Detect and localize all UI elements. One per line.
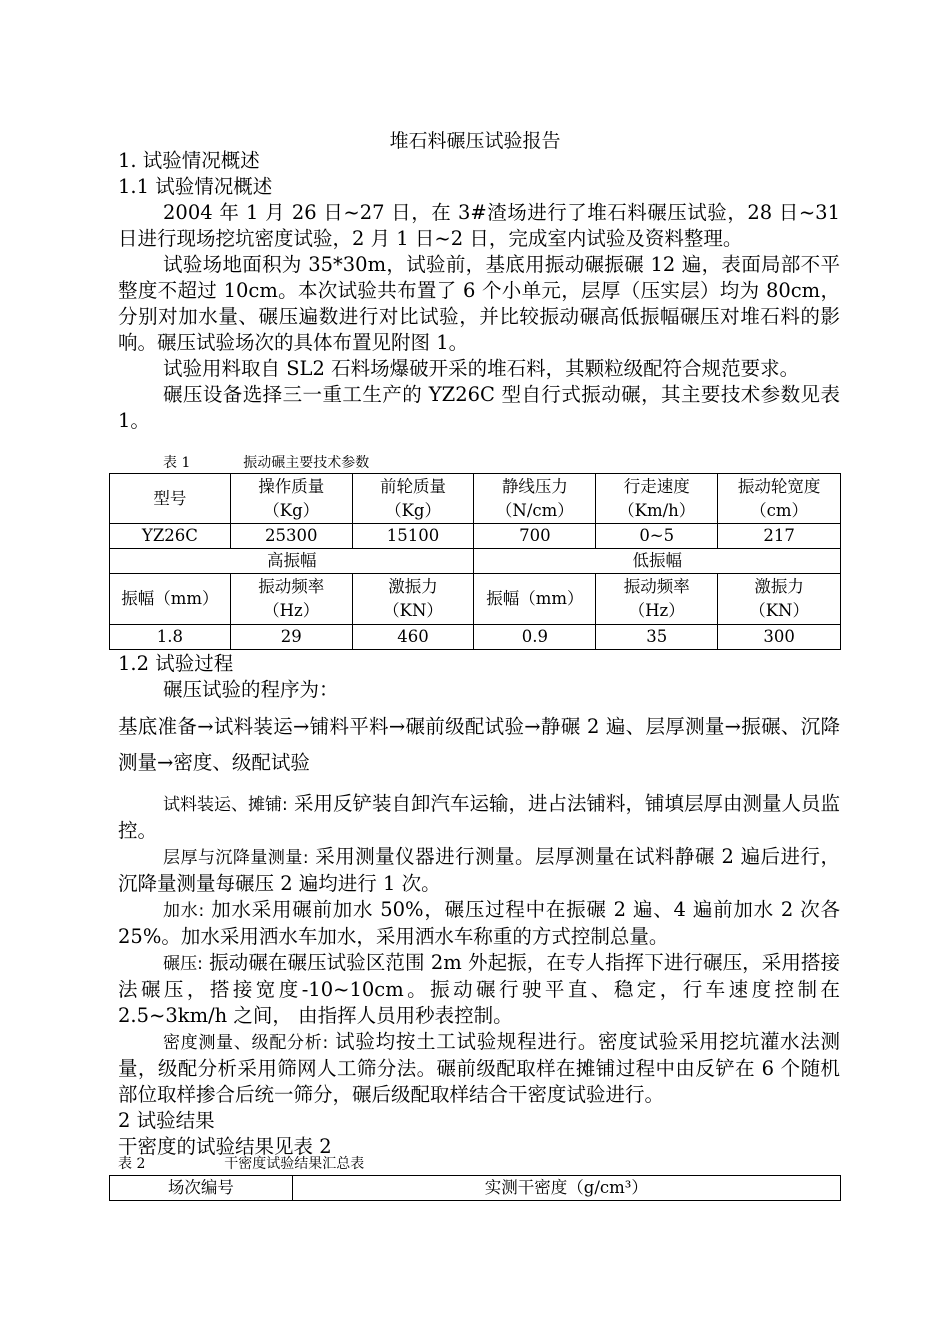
paragraph-procedure-intro: 碾压试验的程序为： <box>163 678 339 701</box>
cell-op-mass: 25300 <box>230 524 352 549</box>
table1-caption <box>163 452 369 472</box>
th-force-low: 激振力 （KN） <box>718 574 841 625</box>
step-rolling-label: 碾压: <box>163 954 203 974</box>
heading-1-1: 1.1 试验情况概述 <box>118 175 273 198</box>
step-transport-label: 试料装运、摊铺: <box>163 795 288 815</box>
heading-1-2: 1.2 试验过程 <box>118 652 234 675</box>
paragraph-site: 试验场地面积为 35*30m，试验前，基底用振动碾振碾 12 遍，表面局部不平整度不超过 10cm。本次试验共布置了 6 个小单元，层厚（压实层）均为 80cm，分别对加水量、碾压遍数进行对比试验，并比较振动碾高低振幅碾压对堆石料的影响。碾压试验场次的具体布置见附图 1。 <box>118 253 840 354</box>
step-rolling: 碾压: 振动碾在碾压试验区范围 2m 外起振，在专人指挥下进行碾压，采用搭接法碾压，搭接宽度-10~10cm。振动碾行驶平直、稳定，行车速度控制在 2.5~3km/h 之间， 由指挥人员用秒表控制。 <box>118 951 840 1027</box>
th-static-pressure: 静线压力 （N/cm） <box>474 474 596 524</box>
paragraph-material: 试验用料取自 SL2 石料场爆破开采的堆石料，其颗粒级配符合规范要求。 <box>163 357 800 380</box>
section-intro <box>118 148 840 434</box>
report-title: 堆石料碾压试验报告 <box>389 130 561 152</box>
cell-amp-low: 0.9 <box>474 625 596 650</box>
step-density-label: 密度测量、级配分析: <box>163 1033 329 1053</box>
cell-speed: 0~5 <box>596 524 718 549</box>
th-force-high: 激振力 （KN） <box>352 574 474 625</box>
cell-freq-high: 29 <box>230 625 352 650</box>
paragraph-dates: 2004 年 1 月 26 日~27 日，在 3#渣场进行了堆石料碾压试验，28 日~31 日进行现场挖坑密度试验，2 月 1 日~2 日，完成室内试验及资料整理。 <box>118 201 840 250</box>
table2-caption-text: 干密度试验结果汇总表 <box>224 1156 365 1172</box>
cell-front-mass: 15100 <box>352 524 474 549</box>
step-transport: 试料装运、摊铺: 采用反铲装自卸汽车运输，进占法铺料，铺填层厚由测量人员监控。 <box>118 792 840 842</box>
table2-dry-density <box>109 1175 841 1201</box>
step-density: 密度测量、级配分析: 试验均按土工试验规程进行。密度试验采用挖坑灌水法测量，级配分析采用筛网人工筛分法。碾前级配取样在摊铺过程中由反铲在 6 个随机部位取样掺合后统一筛分，碾后级配取样结合干密度试验进行。 <box>118 1030 840 1106</box>
th-freq-low: 振动频率 （Hz） <box>596 574 718 625</box>
step-measure-label: 层厚与沉降量测量: <box>163 848 309 868</box>
heading-2: 2 试验结果 <box>118 1109 215 1132</box>
paragraph-equipment: 碾压设备选择三一重工生产的 YZ26C 型自行式振动碾，其主要技术参数见表 1。 <box>118 383 840 432</box>
step-water-label: 加水: <box>163 901 205 921</box>
cell-force-high: 460 <box>352 625 474 650</box>
table1-caption-number: 表 1 <box>163 455 191 471</box>
cell-static-pressure: 700 <box>474 524 596 549</box>
table1-caption-text: 振动碾主要技术参数 <box>243 455 370 471</box>
th-model: 型号 <box>110 474 231 524</box>
table2-caption-number: 表 2 <box>118 1156 146 1172</box>
th-low-amplitude: 低振幅 <box>474 549 841 574</box>
th-high-amplitude: 高振幅 <box>110 549 474 574</box>
table1-roller-params <box>109 473 841 650</box>
step-measure: 层厚与沉降量测量: 采用测量仪器进行测量。层厚测量在试料静碾 2 遍后进行，沉降量测量每碾压 2 遍均进行 1 次。 <box>118 845 840 895</box>
cell-amp-high: 1.8 <box>110 625 231 650</box>
section-process <box>118 651 840 1160</box>
cell-freq-low: 35 <box>596 625 718 650</box>
step-water: 加水: 加水采用碾前加水 50%，碾压过程中在振碾 2 遍、4 遍前加水 2 次各 25%。加水采用洒水车加水，采用洒水车称重的方式控制总量。 <box>118 898 840 948</box>
th-speed: 行走速度 （Km/h） <box>596 474 718 524</box>
th-dry-density: 实测干密度（g/cm³） <box>292 1176 840 1201</box>
table2-caption <box>118 1153 364 1173</box>
th-op-mass: 操作质量 （Kg） <box>230 474 352 524</box>
th-freq-high: 振动频率 （Hz） <box>230 574 352 625</box>
cell-model: YZ26C <box>110 524 231 549</box>
th-amp-low: 振幅（mm） <box>474 574 596 625</box>
th-trial-id: 场次编号 <box>110 1176 293 1201</box>
heading-1: 1. 试验情况概述 <box>118 149 260 172</box>
th-drum-width: 振动轮宽度 （cm） <box>718 474 841 524</box>
cell-drum-width: 217 <box>718 524 841 549</box>
procedure-flow: 基底准备→试料装运→铺料平料→碾前级配试验→静碾 2 遍、层厚测量→振碾、沉降测量→密度、级配试验 <box>118 715 840 774</box>
th-amp-high: 振幅（mm） <box>110 574 231 625</box>
paragraph-table2-ref: 干密度的试验结果见表 2 <box>118 1135 332 1158</box>
th-front-mass: 前轮质量 （Kg） <box>352 474 474 524</box>
cell-force-low: 300 <box>718 625 841 650</box>
